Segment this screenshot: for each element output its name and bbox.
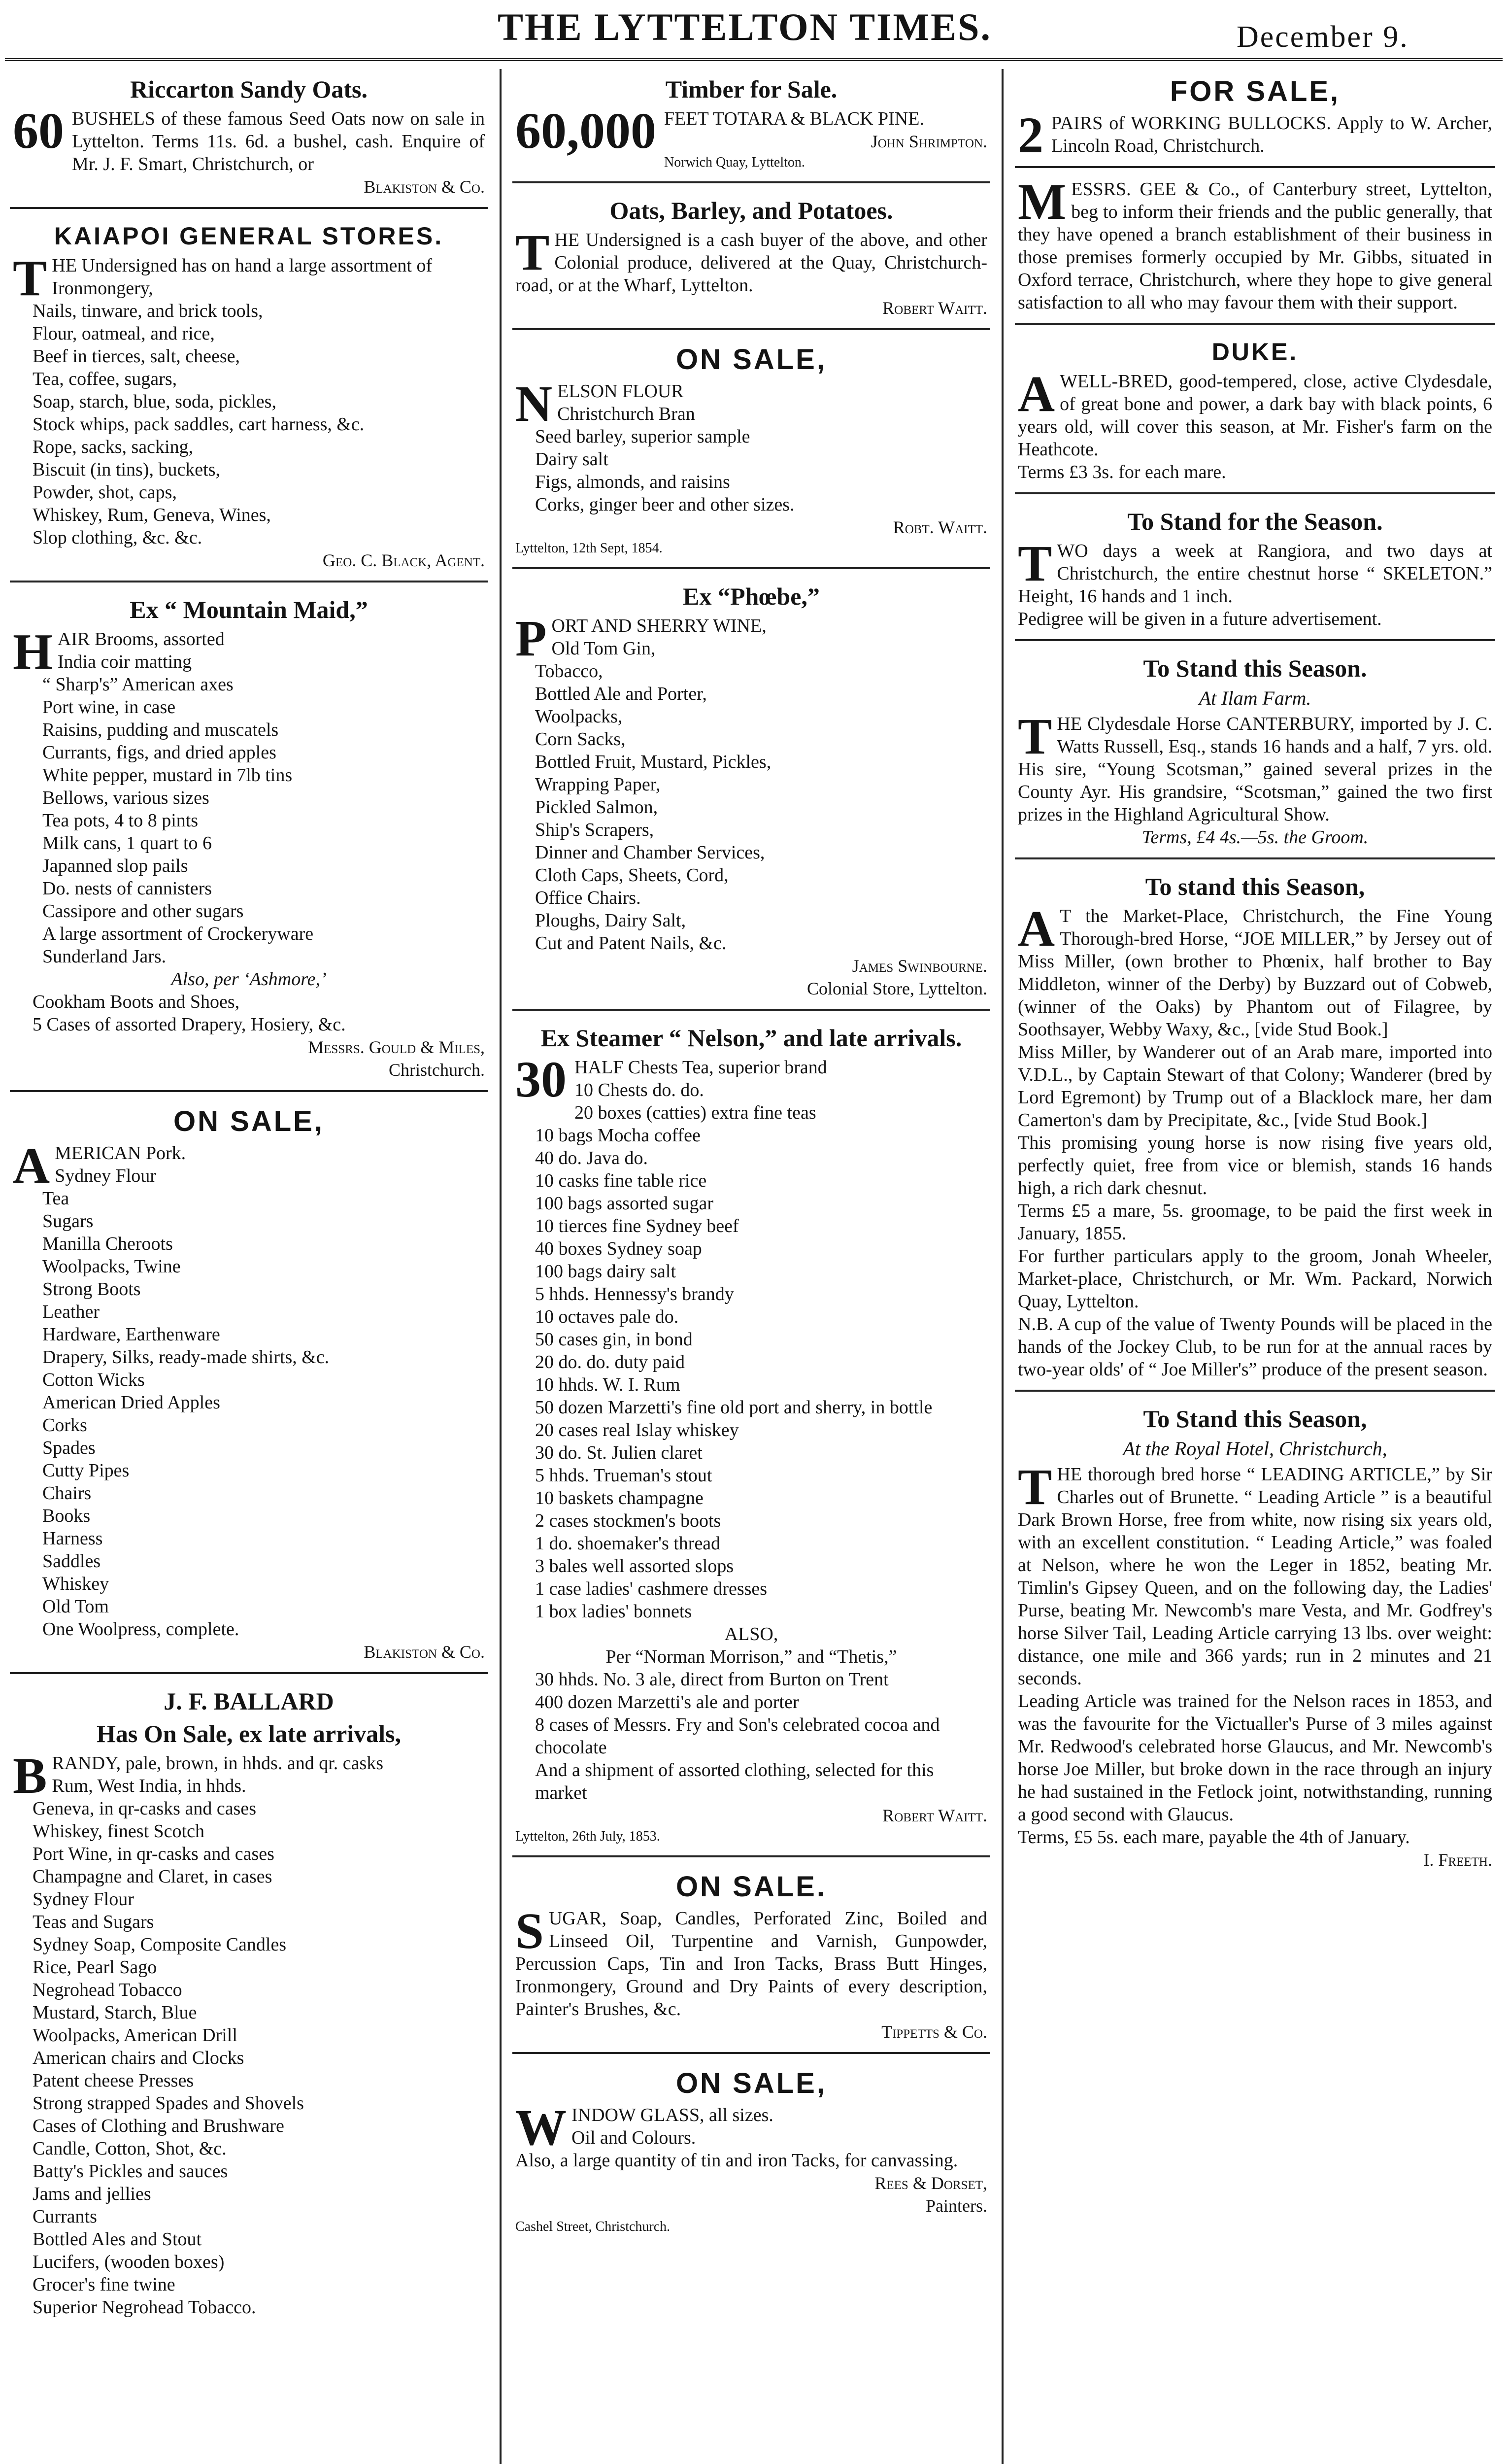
- list-item: Cutty Pipes: [42, 1460, 130, 1481]
- list-item: Woolpacks, Twine: [42, 1256, 181, 1277]
- ad-signature: Blakiston & Co.: [364, 1642, 485, 1662]
- list-item: Corn Sacks,: [535, 729, 626, 750]
- list-item: Tobacco,: [535, 661, 603, 682]
- ad-body: NELSON FLOUR: [515, 376, 684, 432]
- ad-note: ALSO,: [724, 1624, 778, 1644]
- ad-signature: Robt. Waitt.: [893, 517, 987, 537]
- list-item: 2 cases stockmen's boots: [535, 1510, 721, 1531]
- item-list: [515, 403, 987, 516]
- list-item: 10 baskets champagne: [535, 1488, 704, 1508]
- ad-signature: Blakiston & Co.: [364, 177, 485, 197]
- ad-heading: Ex Steamer “ Nelson,” and late arrivals.: [540, 1024, 962, 1052]
- list-item: Rice, Pearl Sago: [33, 1957, 157, 1978]
- list-item: Harness: [42, 1528, 103, 1549]
- list-item: Jams and jellies: [33, 2184, 151, 2204]
- ad-body: AWELL-BRED, good-tempered, close, active Clydesdale, of great bone and power, a dark bay with black points, 6 years old, will cover this season, at Mr. Fisher's farm on the Heathcote.: [1018, 366, 1492, 460]
- ad-number: 60,000: [515, 103, 656, 159]
- list-item: 20 boxes (catties) extra fine teas: [574, 1102, 816, 1123]
- ad-nelson-flour: [512, 337, 990, 569]
- ad-place: Lyttelton, 26th July, 1853.: [515, 1829, 660, 1844]
- list-item: Patent cheese Presses: [33, 2070, 194, 2091]
- ad-timber: [512, 69, 990, 183]
- list-item: American Dried Apples: [42, 1392, 220, 1413]
- list-item: 40 do. Java do.: [535, 1148, 648, 1168]
- ad-heading: To Stand this Season,: [1143, 1405, 1367, 1433]
- ad-body: WINDOW GLASS, all sizes. Oil and Colours.: [515, 2099, 773, 2156]
- list-item: Currants, figs, and dried apples: [42, 742, 276, 763]
- ad-heading: Oats, Barley, and Potatoes.: [609, 197, 893, 224]
- ad-signature: Messrs. Gould & Miles,: [308, 1037, 485, 1057]
- ad-body: THE thorough bred horse “ LEADING ARTICLE,” by Sir Charles out of Brunette. “ Leading Article ” is a beautiful Dark Brown Horse, free from white, now rising six years old, with an excellent constitution. “ Leading Article,” was foaled at Nelson, where he won the Leger in 1852, beating Mr. Timlin's Gipsey Queen, and on the following day, the Ladies' Purse, beating Mr. Newcomb's mare Vesta, and Mr. Godfrey's horse Silver Tail, Leading Article carrying 13 lbs. over weight: distance, one mile and 366 yards; run in 2 minutes and 21 seconds.: [1018, 1459, 1492, 1689]
- list-item: Ship's Scrapers,: [535, 820, 654, 840]
- ad-place: Cashel Street, Christchurch.: [515, 2219, 671, 2234]
- list-item: “ Sharp's” American axes: [42, 674, 234, 695]
- list-item: Sunderland Jars.: [42, 946, 167, 967]
- ad-terms: Terms, £4 4s.—5s. the Groom.: [1141, 827, 1369, 848]
- list-item: Cassipore and other sugars: [42, 901, 244, 922]
- ad-window-glass: [512, 2061, 990, 2246]
- list-item: Bottled Ale and Porter,: [535, 684, 707, 704]
- list-item: 30 do. St. Julien claret: [535, 1442, 703, 1463]
- list-item: Chairs: [42, 1483, 92, 1504]
- ad-body: Terms £5 a mare, 5s. groomage, to be paid the first week in January, 1855.: [1018, 1200, 1492, 1244]
- list-item: Manilla Cheroots: [42, 1233, 173, 1254]
- ad-body: 60 BUSHELS of these famous Seed Oats now on sale in Lyttelton. Terms 11s. 6d. a bushel, cash. Enquire of Mr. J. F. Smart, Christchurch, or: [13, 103, 485, 174]
- list-item: 20 cases real Islay whiskey: [535, 1420, 739, 1440]
- ad-body: THE Undersigned has on hand a large assortment of: [13, 250, 433, 307]
- ad-note: Per “Norman Morrison,” and “Thetis,”: [605, 1646, 897, 1667]
- ad-heading: Ex “Phœbe,”: [683, 582, 820, 610]
- ad-body: MESSRS. GEE & Co., of Canterbury street, Lyttelton, beg to inform their friends and the public generally, that they have opened a branch establishment of their business in those premises formerly occupied by Mr. Gibbs, situated in Oxford terrace, Christchurch, where they hope to give general satisfaction to all who may favour them with their support.: [1018, 173, 1492, 313]
- list-item: 1 box ladies' bonnets: [535, 1601, 692, 1622]
- ad-heading: FOR SALE,: [1170, 75, 1341, 107]
- ad-signature: Painters.: [926, 2196, 987, 2216]
- ad-body: 60,000 FEET TOTARA & BLACK PINE.: [515, 103, 924, 159]
- list-item: Drapery, Silks, ready-made shirts, &c.: [42, 1347, 330, 1368]
- list-item: Sydney Flour: [55, 1165, 156, 1186]
- ad-body: Pedigree will be given in a future advertisement.: [1018, 609, 1382, 629]
- list-item: Cases of Clothing and Brushware: [33, 2116, 284, 2136]
- ad-american-pork: [10, 1099, 488, 1674]
- ad-heading: Timber for Sale.: [665, 75, 838, 103]
- item-list: [13, 650, 485, 968]
- list-item: Batty's Pickles and sauces: [33, 2161, 228, 2182]
- list-item: 10 octaves pale do.: [535, 1306, 679, 1327]
- issue-date: December 9.: [1237, 20, 1409, 54]
- list-item: 10 hhds. W. I. Rum: [535, 1374, 680, 1395]
- list-item: Slop clothing, &c. &c.: [33, 527, 202, 548]
- list-item: Bottled Ales and Stout: [33, 2229, 202, 2250]
- ad-leading-article: [1015, 1399, 1495, 1880]
- list-item: Ploughs, Dairy Salt,: [535, 910, 686, 931]
- ad-place: Lyttelton, 12th Sept, 1854.: [515, 541, 663, 556]
- ad-body: THE Undersigned is a cash buyer of the above, and other Colonial produce, delivered at the Quay, Christchurch-road, or at the Wharf, Lyttelton.: [515, 224, 987, 296]
- list-item: 5 hhds. Hennessy's brandy: [535, 1284, 734, 1304]
- ad-sugar-soap: [512, 1864, 990, 2054]
- item-list: [13, 1775, 485, 2319]
- ad-steamer-nelson: [512, 1018, 990, 1857]
- list-item: Seed barley, superior sample: [535, 426, 750, 447]
- list-item: Do. nests of cannisters: [42, 878, 212, 899]
- ad-subheading: At the Royal Hotel, Christchurch,: [1123, 1437, 1387, 1460]
- item-list: [515, 637, 987, 955]
- list-item: Currants: [33, 2206, 97, 2227]
- ad-phoebe: [512, 576, 990, 1011]
- list-item: Stock whips, pack saddles, cart harness, &c.: [33, 414, 365, 435]
- list-item: Christchurch Bran: [557, 404, 695, 424]
- list-item: Milk cans, 1 quart to 6: [42, 833, 212, 854]
- list-item: White pepper, mustard in 7lb tins: [42, 765, 293, 786]
- list-item: 5 Cases of assorted Drapery, Hosiery, &c.: [33, 1014, 346, 1035]
- ad-heading: Riccarton Sandy Oats.: [130, 75, 368, 103]
- list-item: Candle, Cotton, Shot, &c.: [33, 2138, 227, 2159]
- ad-signature: Rees & Dorset,: [874, 2173, 987, 2193]
- list-item: Old Tom Gin,: [551, 638, 656, 659]
- list-item: Woolpacks, American Drill: [33, 2025, 237, 2046]
- list-item: Teas and Sugars: [33, 1912, 154, 1932]
- list-item: Raisins, pudding and muscatels: [42, 719, 279, 740]
- list-item: And a shipment of assorted clothing, selected for this market: [535, 1760, 934, 1803]
- list-item: Flour, oatmeal, and rice,: [33, 323, 215, 344]
- ad-bullocks: [1015, 69, 1495, 168]
- column-left: [10, 69, 488, 2464]
- list-item: Corks, ginger beer and other sizes.: [535, 494, 795, 515]
- ad-body: TWO days a week at Rangiora, and two days at Christchurch, the entire chestnut horse “ SKELETON.” Height, 16 hands and 1 inch.: [1018, 535, 1492, 607]
- ad-place: Norwich Quay, Lyttelton.: [664, 155, 805, 170]
- ad-oats-barley: [512, 190, 990, 330]
- list-item: Bellows, various sizes: [42, 787, 209, 808]
- list-item: Wrapping Paper,: [535, 774, 661, 795]
- column-right: [1015, 69, 1495, 2464]
- list-item: 8 cases of Messrs. Fry and Son's celebrated cocoa and chocolate: [535, 1714, 940, 1758]
- ad-skeleton: [1015, 501, 1495, 641]
- item-list: [13, 991, 485, 1036]
- list-item: Dinner and Chamber Services,: [535, 842, 765, 863]
- list-item: Bottled Fruit, Mustard, Pickles,: [535, 752, 771, 772]
- list-item: Port Wine, in qr-casks and cases: [33, 1844, 274, 1864]
- list-item: 50 cases gin, in bond: [535, 1329, 693, 1350]
- list-item: Cookham Boots and Shoes,: [33, 992, 240, 1012]
- ad-heading: To Stand this Season.: [1143, 654, 1367, 682]
- list-item: 400 dozen Marzetti's ale and porter: [535, 1692, 799, 1712]
- ad-body: For further particulars apply to the groom, Jonah Wheeler, Market-place, Christchurch, or Mr. Wm. Packard, Norwich Quay, Lyttelton.: [1018, 1246, 1492, 1312]
- list-item: Dairy salt: [535, 449, 608, 470]
- list-item: India coir matting: [57, 651, 192, 672]
- column-middle: [512, 69, 990, 2464]
- list-item: Pickled Salmon,: [535, 797, 658, 818]
- ad-ballard: [10, 1681, 488, 2327]
- list-item: Cloth Caps, Sheets, Cord,: [535, 865, 729, 886]
- list-item: Tea, coffee, sugars,: [33, 369, 177, 389]
- list-item: Port wine, in case: [42, 697, 176, 718]
- ad-signature: Robert Waitt.: [882, 298, 987, 318]
- list-item: Hardware, Earthenware: [42, 1324, 220, 1345]
- ad-signature: Robert Waitt.: [882, 1806, 987, 1825]
- list-item: 10 tierces fine Sydney beef: [535, 1216, 739, 1236]
- ad-body: AMERICAN Pork.: [13, 1137, 186, 1194]
- ad-body: THE Clydesdale Horse CANTERBURY, imported by J. C. Watts Russell, Esq., stands 16 hands and a half, 7 yrs. old. His sire, “Young Scotsman,” gained several prizes in the County Ayr. His grandsire, “Scotsman,” gained the two first prizes in the Highland Agricultural Show.: [1018, 708, 1492, 825]
- ad-body: Terms, £5 5s. each mare, payable the 4th of January.: [1018, 1827, 1410, 1848]
- list-item: Tea: [42, 1188, 69, 1209]
- ad-gee-co: [1015, 175, 1495, 325]
- ad-signature: James Swinbourne.: [852, 956, 987, 976]
- list-item: Cut and Patent Nails, &c.: [535, 933, 727, 954]
- list-item: 50 dozen Marzetti's fine old port and sherry, in bottle: [535, 1397, 933, 1418]
- list-item: Old Tom: [42, 1596, 109, 1617]
- column-rule: [500, 69, 502, 2464]
- list-item: Whiskey, Rum, Geneva, Wines,: [33, 505, 271, 525]
- list-item: A large assortment of Crockeryware: [42, 924, 314, 944]
- ad-subheading: At Ilam Farm.: [1199, 687, 1311, 709]
- list-item: Spades: [42, 1437, 96, 1458]
- list-item: Beef in tierces, salt, cheese,: [33, 346, 240, 367]
- list-item: Whiskey: [42, 1574, 109, 1594]
- ad-body: Leading Article was trained for the Nelson races in 1853, and was the favourite for the Victualler's Purse of 3 miles against Mr. Redwood's celebrated horse Glaucus, and Mr. Newcomb's horse Joe Miller, but broke down in the race through an injury he had sustained in the Fetlock joint, notwithstanding, running a good second with Glaucus.: [1018, 1691, 1492, 1825]
- list-item: Superior Negrohead Tobacco.: [33, 2297, 256, 2318]
- list-item: 40 boxes Sydney soap: [535, 1238, 702, 1259]
- ad-heading: ON SALE,: [676, 343, 827, 376]
- list-item: Geneva, in qr-casks and cases: [33, 1798, 256, 1819]
- list-item: Grocer's fine twine: [33, 2274, 175, 2295]
- item-list: [13, 277, 485, 549]
- ad-joe-miller: [1015, 866, 1495, 1392]
- ad-signature: Christchurch.: [389, 1060, 485, 1080]
- list-item: Tea pots, 4 to 8 pints: [42, 810, 199, 831]
- ad-riccarton-oats: [10, 69, 488, 209]
- ad-number: 30: [515, 1051, 567, 1108]
- list-item: One Woolpress, complete.: [42, 1619, 239, 1640]
- ad-terms: Terms £3 3s. for each mare.: [1018, 462, 1226, 482]
- ad-body: BRANDY, pale, brown, in hhds. and qr. casks: [13, 1747, 384, 1804]
- list-item: 30 hhds. No. 3 ale, direct from Burton on Trent: [535, 1669, 889, 1690]
- list-item: Strong strapped Spades and Shovels: [33, 2093, 304, 2114]
- ad-body: PORT AND SHERRY WINE,: [515, 610, 767, 667]
- ad-signature: John Shrimpton.: [871, 132, 987, 151]
- item-list: [515, 1668, 987, 1804]
- list-item: Negrohead Tobacco: [33, 1980, 182, 2000]
- ad-signature: Colonial Store, Lyttelton.: [807, 979, 987, 998]
- list-item: Sugars: [42, 1211, 94, 1232]
- ad-body: This promising young horse is now rising five years old, perfectly quiet, free from vice or blemish, stands 16 hands high, a rich dark chesnut.: [1018, 1132, 1492, 1198]
- ad-mountain-maid: [10, 589, 488, 1092]
- list-item: American chairs and Clocks: [33, 2048, 244, 2068]
- list-item: Woolpacks,: [535, 706, 623, 727]
- list-item: 100 bags dairy salt: [535, 1261, 676, 1282]
- ad-body: 30 HALF Chests Tea, superior brand 10 Chests do. do.: [515, 1051, 827, 1108]
- list-item: Whiskey, finest Scotch: [33, 1821, 204, 1842]
- ad-body: A T the Market-Place, Christchurch, the Fine Young Thorough-bred Horse, “JOE MILLER,” by Jersey out of Miss Miller, (own brother to Phœnix, half brother to Bay Middleton, winner of the Derby) by Buzzard out of Cobweb, (winner of the Oaks) by Phantom out of Filagree, by Soothsayer, Webby Waxy, &c., [vide Stud Book.]: [1018, 900, 1492, 1040]
- ad-heading: ON SALE,: [173, 1105, 324, 1137]
- list-item: 1 case ladies' cashmere dresses: [535, 1578, 768, 1599]
- ad-note: Also, per ‘Ashmore,’: [171, 969, 327, 990]
- ad-heading: ON SALE,: [676, 2067, 827, 2099]
- ad-number: 60: [13, 103, 64, 159]
- ad-body: 2 PAIRS of WORKING BULLOCKS. Apply to W. Archer, Lincoln Road, Christchurch.: [1018, 107, 1493, 164]
- ad-body: SUGAR, Soap, Candles, Perforated Zinc, Boiled and Linseed Oil, Turpentine and Varnish, Gunpowder, Percussion Caps, Tin and Iron Tacks, Brass Butt Hinges, Ironmongery, Ground and Dry Paints of every description, Painter's Brushes, &c.: [515, 1903, 987, 2019]
- ad-duke: [1015, 332, 1495, 494]
- ad-heading: Ex “ Mountain Maid,”: [130, 596, 368, 623]
- ad-subheading: Has On Sale, ex late arrivals,: [97, 1720, 401, 1747]
- list-item: 100 bags assorted sugar: [535, 1193, 713, 1214]
- column-rule: [1002, 69, 1004, 2464]
- list-item: Lucifers, (wooden boxes): [33, 2252, 225, 2272]
- list-item: Nails, tinware, and brick tools,: [33, 301, 263, 321]
- ad-heading: ON SALE.: [676, 1871, 827, 1903]
- item-list: [13, 1164, 485, 1641]
- masthead: [0, 0, 1509, 54]
- ad-canterbury-horse: [1015, 648, 1495, 859]
- ad-body: Miss Miller, by Wanderer out of an Arab mare, imported into V.D.L., by Captain Stewart of that Colony; Wanderer (bred by Lord Egremont) by Trump out of a Blacklock mare, her dam Camerton's dam by Precipitate, &c., [vide Stud Book.]: [1018, 1042, 1492, 1130]
- ad-body: Also, a large quantity of tin and iron Tacks, for canvassing.: [515, 2150, 958, 2171]
- list-item: Strong Boots: [42, 1279, 141, 1300]
- list-item: Leather: [42, 1301, 100, 1322]
- list-item: Figs, almonds, and raisins: [535, 472, 730, 492]
- ad-signature: I. Freeth.: [1423, 1850, 1492, 1870]
- ad-heading: To Stand for the Season.: [1127, 508, 1383, 535]
- list-item: 10 bags Mocha coffee: [535, 1125, 701, 1146]
- list-item: 5 hhds. Trueman's stout: [535, 1465, 712, 1486]
- list-item: Sydney Flour: [33, 1889, 134, 1910]
- ad-body: N.B. A cup of the value of Twenty Pounds will be placed in the hands of the Jockey Club, to be run for at the annual races by two-year olds' of “ Joe Miller's” produce of the present season.: [1018, 1314, 1492, 1380]
- list-item: Cotton Wicks: [42, 1369, 145, 1390]
- list-item: 20 do. do. duty paid: [535, 1352, 685, 1372]
- list-item: 10 casks fine table rice: [535, 1170, 707, 1191]
- list-item: Biscuit (in tins), buckets,: [33, 459, 221, 480]
- masthead-rule: [5, 58, 1503, 61]
- list-item: Rope, sacks, sacking,: [33, 437, 194, 457]
- ad-body: HAIR Brooms, assorted: [13, 623, 225, 680]
- ad-signature: Tippetts & Co.: [881, 2022, 987, 2042]
- list-item: 1 do. shoemaker's thread: [535, 1533, 721, 1554]
- list-item: Mustard, Starch, Blue: [33, 2002, 197, 2023]
- list-item: Japanned slop pails: [42, 856, 188, 876]
- list-item: Saddles: [42, 1551, 101, 1572]
- list-item: 3 bales well assorted slops: [535, 1556, 734, 1576]
- ad-heading: J. F. BALLARD: [164, 1687, 334, 1715]
- list-item: Corks: [42, 1415, 87, 1436]
- newspaper-title: THE LYTTELTON TIMES.: [498, 5, 992, 48]
- ad-heading: To stand this Season,: [1145, 873, 1365, 900]
- ad-number: 2: [1018, 107, 1043, 164]
- ad-heading: KAIAPOI GENERAL STORES.: [54, 222, 444, 250]
- list-item: Rum, West India, in hhds.: [52, 1776, 246, 1796]
- list-item: Ironmongery,: [52, 278, 153, 299]
- list-item: Sydney Soap, Composite Candles: [33, 1934, 287, 1955]
- list-item: Office Chairs.: [535, 888, 641, 908]
- ad-heading: DUKE.: [1211, 338, 1299, 366]
- list-item: Powder, shot, caps,: [33, 482, 177, 503]
- list-item: Champagne and Claret, in cases: [33, 1866, 272, 1887]
- list-item: Books: [42, 1506, 91, 1526]
- ad-kaiapoi-stores: [10, 216, 488, 582]
- ad-signature: Geo. C. Black, Agent.: [322, 550, 485, 570]
- list-item: Soap, starch, blue, soda, pickles,: [33, 391, 276, 412]
- item-list: [515, 1101, 987, 1623]
